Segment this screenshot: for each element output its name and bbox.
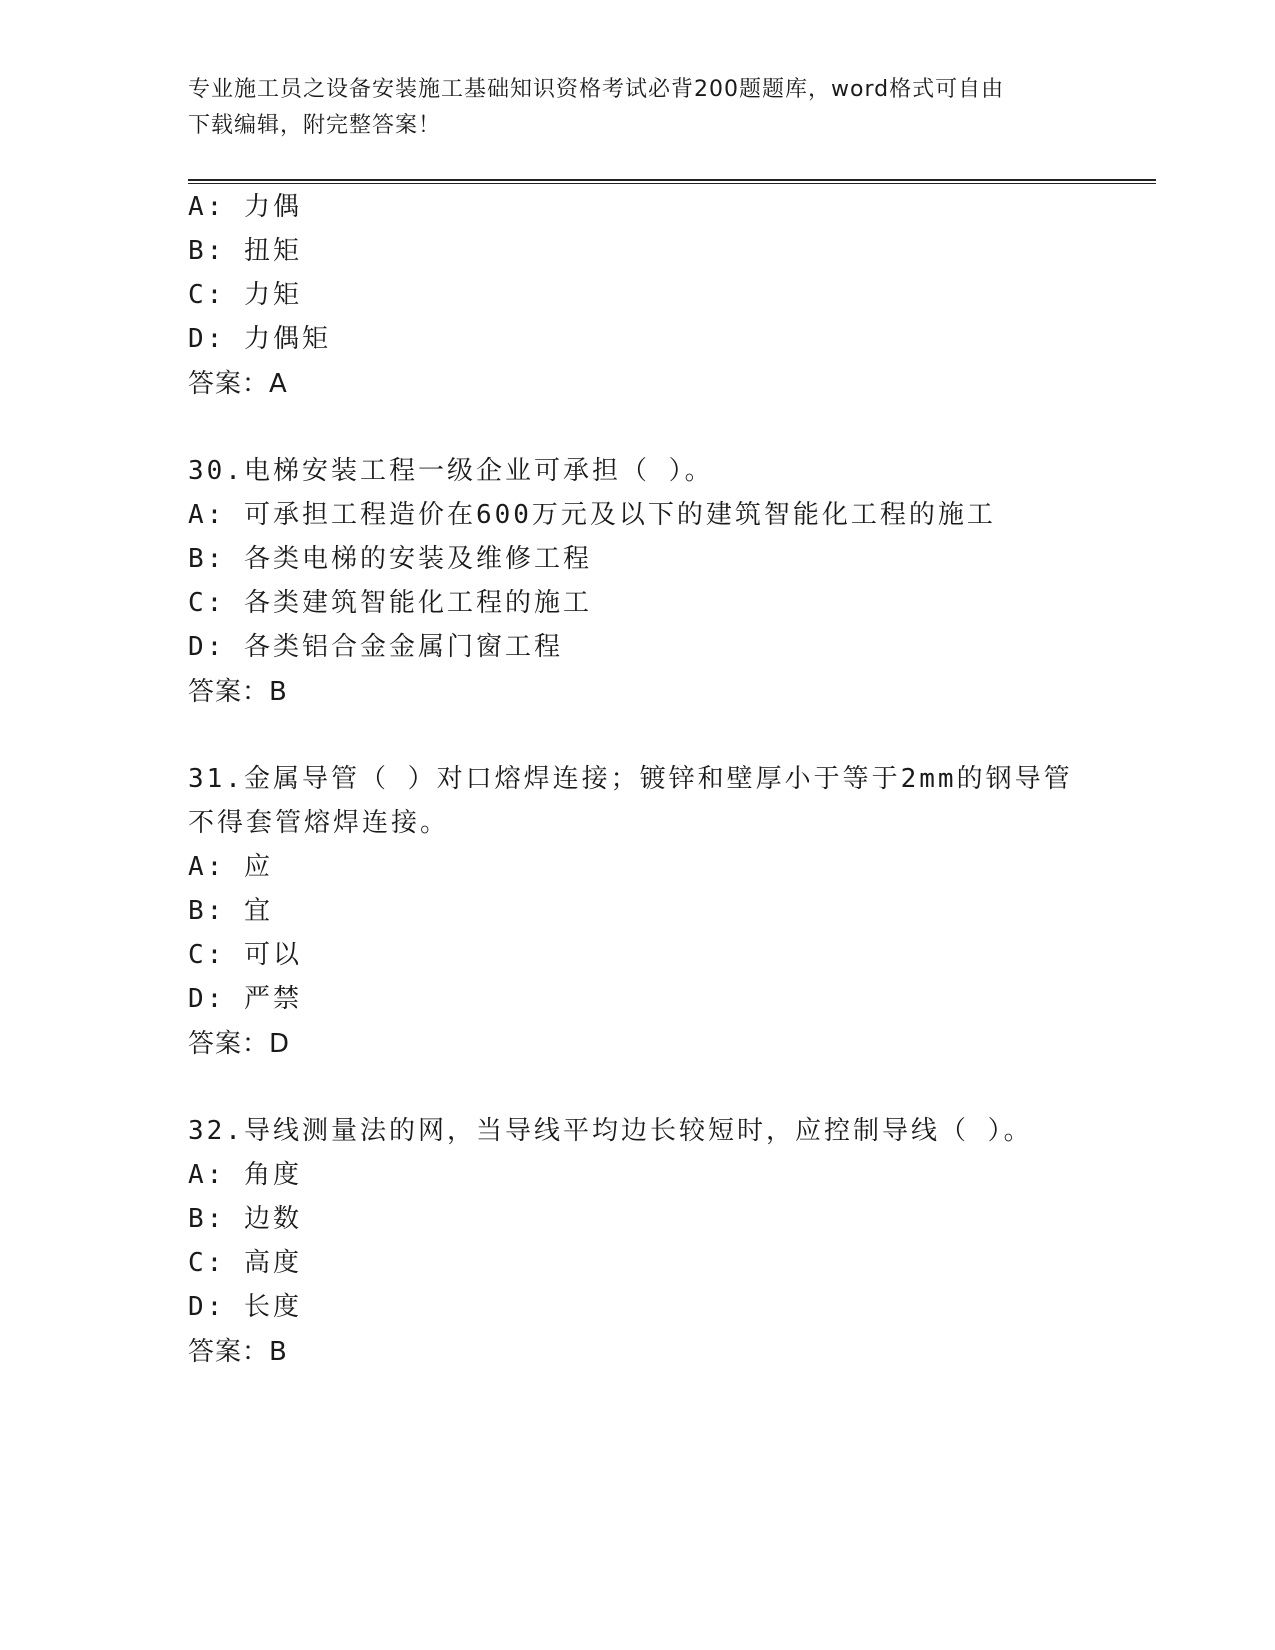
q29-answer: 答案：A (188, 369, 288, 399)
q30-answer: 答案：B (188, 677, 288, 707)
q29-option-c: C: 力矩 (188, 280, 302, 310)
header-line-1: 专业施工员之设备安装施工基础知识资格考试必背200题题库，word格式可自由 (188, 77, 1005, 102)
q31-question-line-1: 31.金属导管（ ）对口熔焊连接；镀锌和壁厚小于等于2mm的钢导管 (188, 764, 1073, 794)
q32-answer: 答案：B (188, 1337, 288, 1367)
header-rule-thick (188, 179, 1156, 181)
q29-option-b: B: 扭矩 (188, 236, 302, 266)
q32-option-b: B: 边数 (188, 1204, 302, 1234)
q32-option-c: C: 高度 (188, 1248, 302, 1278)
q30-option-d: D: 各类铝合金金属门窗工程 (188, 632, 563, 662)
header-rule-thin (188, 183, 1156, 184)
document-header (188, 72, 1088, 144)
q31-option-b: B: 宜 (188, 896, 273, 926)
q30-option-b: B: 各类电梯的安装及维修工程 (188, 544, 592, 574)
q29-option-a: A: 力偶 (188, 192, 302, 222)
q31-answer: 答案：D (188, 1029, 291, 1059)
q29-option-d: D: 力偶矩 (188, 324, 331, 354)
q32-question: 32.导线测量法的网，当导线平均边长较短时，应控制导线（ ）。 (188, 1116, 1033, 1146)
q32-option-d: D: 长度 (188, 1292, 302, 1322)
q30-question: 30.电梯安装工程一级企业可承担（ ）。 (188, 456, 714, 486)
q32-option-a: A: 角度 (188, 1160, 302, 1190)
q30-option-a: A: 可承担工程造价在600万元及以下的建筑智能化工程的施工 (188, 500, 996, 530)
header-line-2: 下载编辑，附完整答案！ (188, 113, 442, 138)
q31-question-line-2: 不得套管熔焊连接。 (188, 808, 450, 838)
q31-option-c: C: 可以 (188, 940, 302, 970)
q30-option-c: C: 各类建筑智能化工程的施工 (188, 588, 592, 618)
q31-option-a: A: 应 (188, 852, 273, 882)
q31-option-d: D: 严禁 (188, 984, 302, 1014)
